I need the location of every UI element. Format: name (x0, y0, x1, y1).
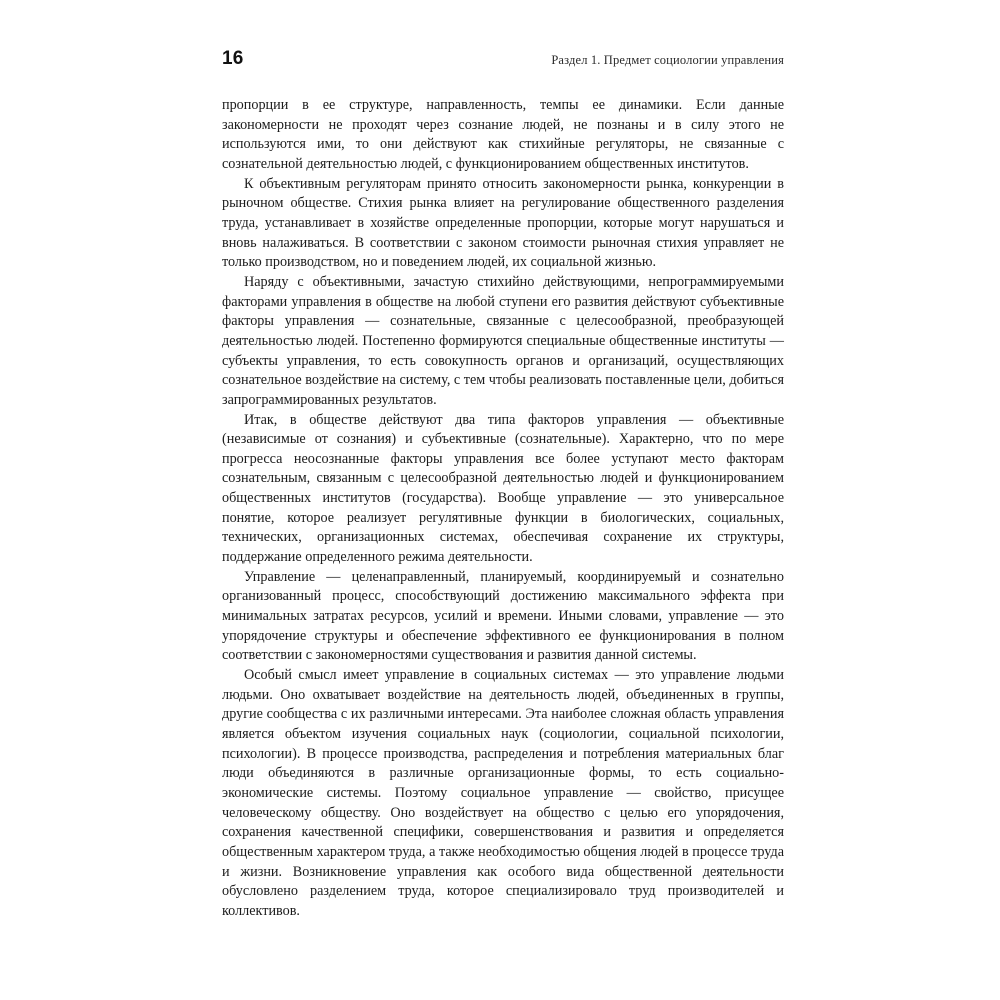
paragraph: Особый смысл имеет управление в социальных системах — это управление людьми людьми. Оно охватывает воздействие на деятельность людей, объединенных в группы, другие сообщества с их различными интересами. Эта наиболее сложная область управления является объектом изучения социальных наук (социологии, социальной психологии, психологии). В процессе производства, распределения и потребления материальных благ люди объединяются в различные организационные формы, то есть социально-экономические системы. Поэтому социальное управление — свойство, присущее человеческому обществу. Оно воздействует на общество с целью его упорядочения, сохранения качественной специфики, совершенствования и развития и определяется общественным характером труда, а также необходимостью общения людей в процессе труда и жизни. Возникновение управления как особого вида общественной деятельности обусловлено разделением труда, которое специализировало труд производителей и коллективов. (222, 667, 784, 919)
page-content-area (222, 48, 784, 922)
running-head (222, 48, 784, 70)
paragraph: Управление — целенаправленный, планируемый, координируемый и сознательно организованный процесс, способствующий достижению максимального эффекта при минимальных затратах ресурсов, усилий и времени. Иными словами, управление — это упорядочение структуры и обеспечение эффективного ее функционирования в полном соответствии с закономерностями существования и развития данной системы. (222, 568, 784, 664)
section-header-title: Раздел 1. Предмет социологии управления (551, 53, 784, 67)
paragraph: Наряду с объективными, зачастую стихийно действующими, непрограммируемыми факторами управления в обществе на любой ступени его развития действуют субъективные факторы управления — сознательные, связанные с целесообразной, преобразующей деятельностью людей. Постепенно формируются специальные общественные институты — субъекты управления, то есть совокупность органов и организаций, осуществляющих сознательное воздействие на систему, с тем чтобы реализовать поставленные цели, добиться запрограммированных результатов. (222, 273, 784, 408)
paragraph: пропорции в ее структуре, направленность, темпы ее динамики. Если данные закономерности не проходят через сознание людей, не познаны и в силу этого не используются ими, то они действуют как стихийные регуляторы, не связанные с сознательной деятельностью людей, с функционированием общественных институтов. (222, 97, 784, 172)
paragraph: Итак, в обществе действуют два типа факторов управления — объективные (независимые от сознания) и субъективные (сознательные). Характерно, что по мере прогресса неосознанные факторы управления все более уступают место факторам сознательным, связанным с целесообразной деятельностью людей и функционированием общественных институтов (государства). Вообще управление — это универсальное понятие, которое реализует регулятивные функции в биологических, социальных, технических, организационных системах, обеспечивая сохранение их структуры, поддержание определенного режима деятельности. (222, 411, 784, 566)
paragraph: К объективным регуляторам принято относить закономерности рынка, конкуренции в рыночном обществе. Стихия рынка влияет на регулирование общественного разделения труда, устанавливает в хозяйстве определенные пропорции, которые могут нарушаться и вновь налаживаться. В соответствии с законом стоимости рыночная стихия управляет не только производством, но и поведением людей, их социальной жизнью. (222, 175, 784, 271)
page-number: 16 (222, 48, 244, 69)
body-text (222, 96, 784, 922)
